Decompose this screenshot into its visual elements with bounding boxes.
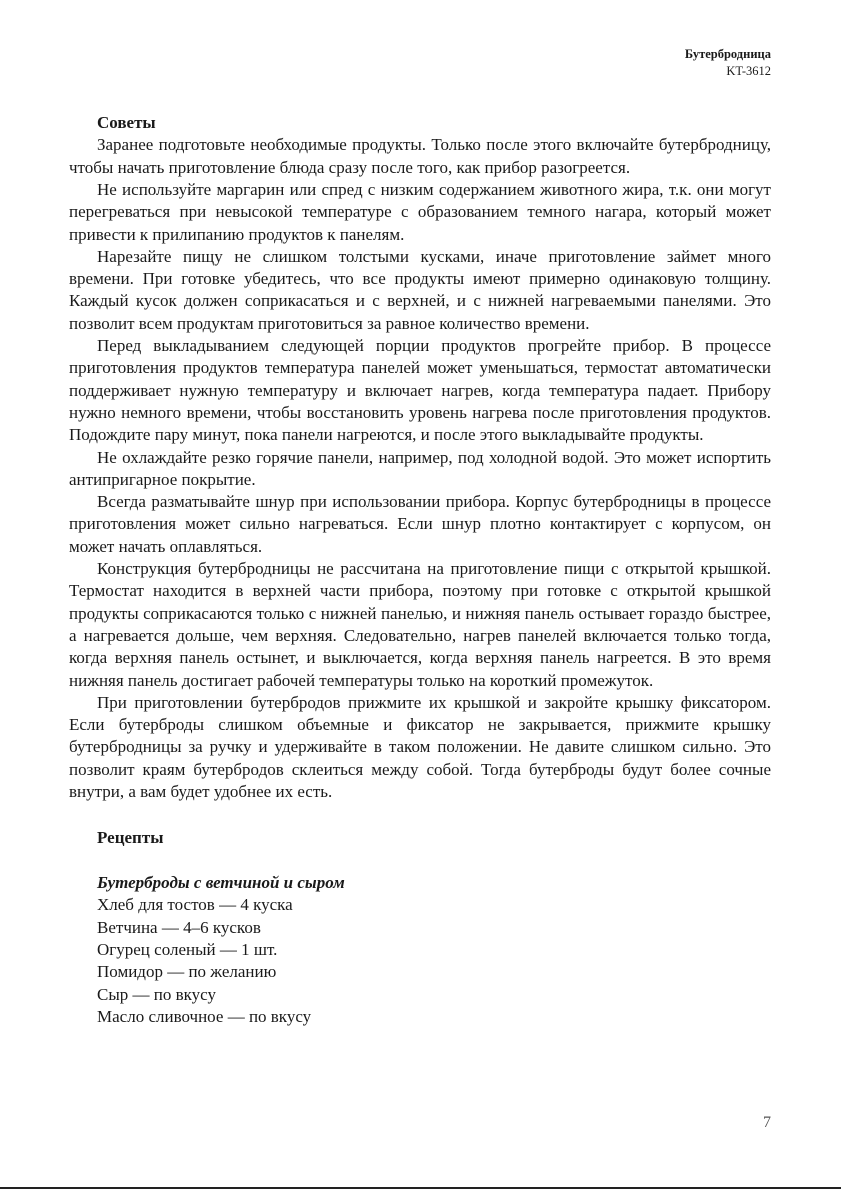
recipes-heading: Рецепты	[97, 828, 164, 848]
tip-paragraph: Не охлаждайте резко горячие панели, например, под холодной водой. Это может испортить антипригарное покрытие.	[69, 447, 771, 489]
recipe-title: Бутерброды с ветчиной и сыром	[97, 872, 345, 892]
ingredient-item: Огурец соленый — 1 шт.	[97, 939, 278, 959]
product-name: Бутербродница	[684, 47, 771, 61]
tip-paragraph: Нарезайте пищу не слишком толстыми кусками, иначе приготовление займет много времени. При готовке убедитесь, что все продукты имеют примерно одинаковую толщину. Каждый кусок должен соприкасаться и с верхней, и с нижней нагреваемыми панелями. Это позволит всем продуктам приготовиться за равное количество времени.	[69, 246, 771, 333]
page-content	[69, 112, 771, 1029]
ingredient-item: Масло сливочное — по вкусу	[97, 1007, 312, 1027]
tip-paragraph: Заранее подготовьте необходимые продукты. Только после этого включайте бутербродницу, чтобы начать приготовление блюда сразу после того, как прибор разогреется.	[69, 135, 771, 177]
ingredient-item: Помидор — по желанию	[97, 962, 277, 982]
tips-heading: Советы	[97, 113, 156, 132]
tip-paragraph: Всегда разматывайте шнур при использовании прибора. Корпус бутербродницы в процессе приготовления может сильно нагреваться. Если шнур плотно контактирует с корпусом, он может начать оплавляться.	[69, 492, 771, 556]
model-number: KT-3612	[726, 64, 771, 78]
page-number: 7	[763, 1114, 771, 1131]
ingredient-item: Хлеб для тостов — 4 куска	[97, 895, 293, 915]
tip-paragraph: Не используйте маргарин или спред с низким содержанием животного жира, т.к. они могут перегреваться при невысокой температуре с образованием темного нагара, который может привести к прилипанию продуктов к панелям.	[69, 180, 771, 244]
tip-paragraph: Перед выкладыванием следующей порции продуктов прогрейте прибор. В процессе приготовления продуктов температура панелей может уменьшаться, термостат автоматически поддерживает нужную температуру и включает нагрев, когда температура падает. Прибору нужно немного времени, чтобы восстановить уровень нагрева после приготовления продуктов. Подождите пару минут, пока панели нагреются, и после этого выкладывайте продукты.	[69, 336, 771, 445]
ingredient-list	[69, 894, 771, 1028]
ingredient-item: Ветчина — 4–6 кусков	[97, 917, 261, 937]
tip-paragraph: Конструкция бутербродницы не рассчитана на приготовление пищи с открытой крышкой. Термостат находится в верхней части прибора, поэтому при готовке с открытой крышкой продукты соприкасаются только с нижней панелью, и нижняя панель остывает гораздо быстрее, а нагревается дольше, чем верхняя. Следовательно, нагрев панелей включается только тогда, когда верхняя панель остынет, и выключается, когда верхняя панель нагреется. В это время нижняя панель достигает рабочей температуры только на короткий промежуток.	[69, 559, 771, 690]
page-header	[685, 46, 771, 80]
ingredient-item: Сыр — по вкусу	[97, 984, 216, 1004]
tip-paragraph: При приготовлении бутербродов прижмите их крышкой и закройте крышку фиксатором. Если бутерброды слишком объемные и фиксатор не закрывается, прижмите крышку бутербродницы за ручку и удерживайте в таком положении. Не давите слишком сильно. Это позволит краям бутербродов склеиться между собой. Тогда бутерброды будут более сочные внутри, а вам будет удобнее их есть.	[69, 692, 771, 802]
